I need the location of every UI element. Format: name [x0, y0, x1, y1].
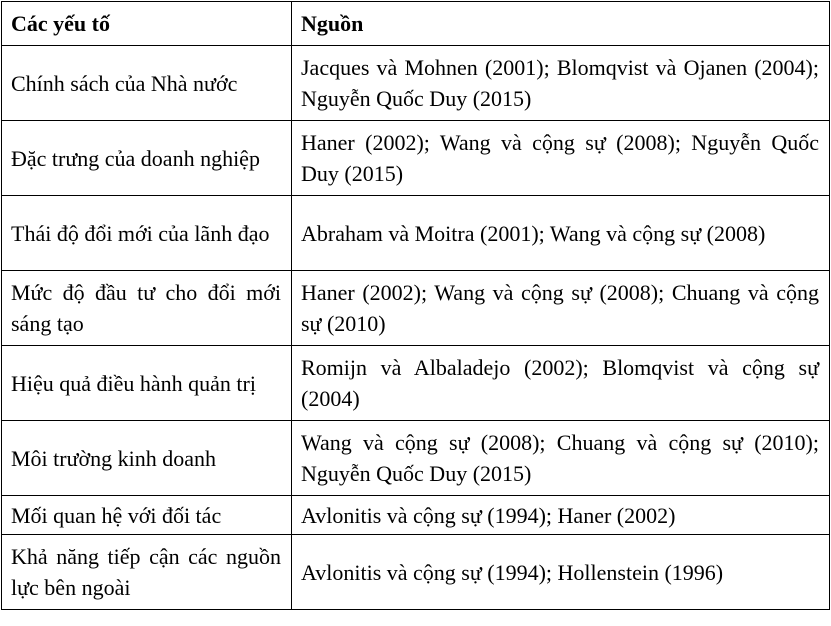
factor-cell: Thái độ đổi mới của lãnh đạo	[2, 196, 292, 271]
source-cell: Romijn và Albaladejo (2002); Blomqvist và cộng sự (2004)	[292, 346, 830, 421]
table-row	[2, 421, 830, 496]
source-cell: Abraham và Moitra (2001); Wang và cộng sự (2008)	[292, 196, 830, 271]
source-cell: Jacques và Mohnen (2001); Blomqvist và Ojanen (2004); Nguyễn Quốc Duy (2015)	[292, 46, 830, 121]
table-row	[2, 346, 830, 421]
header-factors: Các yếu tố	[2, 2, 292, 46]
header-sources: Nguồn	[292, 2, 830, 46]
table-row	[2, 46, 830, 121]
factor-cell: Đặc trưng của doanh nghiệp	[2, 121, 292, 196]
source-cell: Avlonitis và cộng sự (1994); Haner (2002)	[292, 496, 830, 535]
table-row	[2, 535, 830, 610]
factor-cell: Môi trường kinh doanh	[2, 421, 292, 496]
source-cell: Avlonitis và cộng sự (1994); Hollenstein (1996)	[292, 535, 830, 610]
table-row	[2, 121, 830, 196]
table-row	[2, 496, 830, 535]
factor-cell: Khả năng tiếp cận các nguồn lực bên ngoài	[2, 535, 292, 610]
table-row	[2, 271, 830, 346]
factor-cell: Mức độ đầu tư cho đổi mới sáng tạo	[2, 271, 292, 346]
factor-cell: Hiệu quả điều hành quản trị	[2, 346, 292, 421]
factor-cell: Chính sách của Nhà nước	[2, 46, 292, 121]
source-cell: Haner (2002); Wang và cộng sự (2008); Chuang và cộng sự (2010)	[292, 271, 830, 346]
sources-table	[1, 1, 830, 610]
table-row	[2, 196, 830, 271]
header-row	[2, 2, 830, 46]
source-cell: Haner (2002); Wang và cộng sự (2008); Nguyễn Quốc Duy (2015)	[292, 121, 830, 196]
source-cell: Wang và cộng sự (2008); Chuang và cộng sự (2010); Nguyễn Quốc Duy (2015)	[292, 421, 830, 496]
factor-cell: Mối quan hệ với đối tác	[2, 496, 292, 535]
